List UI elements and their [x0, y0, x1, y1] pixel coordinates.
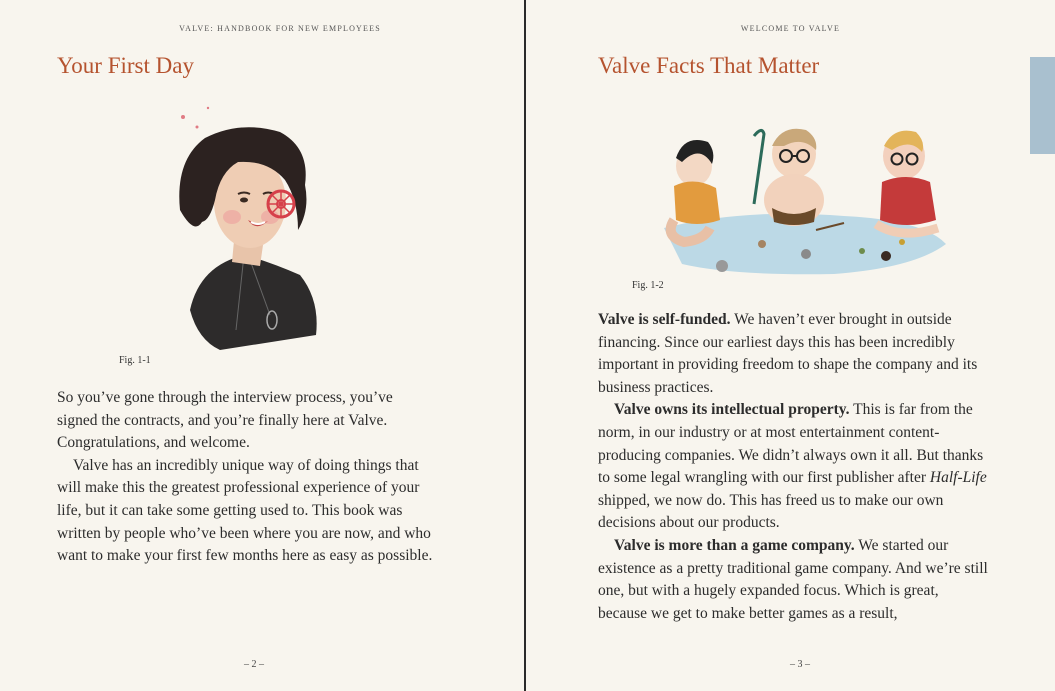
bold-lead: Valve is self-funded. — [598, 311, 731, 328]
paragraph — [598, 535, 990, 625]
figure-label: Fig. 1-1 — [119, 355, 151, 366]
running-head: VALVE: HANDBOOK FOR NEW EMPLOYEES — [179, 24, 381, 33]
bold-lead: Valve is more than a game company. — [614, 536, 855, 554]
paragraph-text: This is far from the norm, in our industry or at most entertainment content-producing companies. We didn’t always own it all. But thanks to some legal wrangling with our first publisher after — [598, 401, 984, 487]
body-text — [57, 387, 437, 568]
portrait-illustration — [160, 100, 330, 355]
paragraph: So you’ve gone through the interview process, you’ve signed the contracts, and you’re finally here at Valve. Congratulations, and welcome. — [57, 389, 393, 452]
paragraph: Valve has an incredibly unique way of doing things that will make this the greatest professional experience of your life, but it can take some getting used to. This book was written by people who’ve been where you are now, and who want to make your first few months here as easy as possible. — [57, 456, 433, 565]
page-title: Your First Day — [57, 53, 194, 78]
babies-illustration — [654, 116, 954, 286]
paragraph-text: We haven’t ever brought in outside financing. Since our earliest days this has been incredibly important in providing freedom to shape the company and its business practices. — [598, 311, 978, 396]
page-number: – 2 – — [244, 659, 264, 670]
paragraph — [598, 399, 990, 535]
italic-title: Half-Life — [929, 469, 987, 487]
paragraph-text: We started our existence as a pretty traditional game company. And we’re still one, but with a hugely expanded focus. Which is great, because we get to make better games as a result, — [598, 536, 988, 622]
page-number: – 3 – — [790, 659, 810, 670]
page-tab[interactable] — [1030, 57, 1055, 154]
figure-label: Fig. 1-2 — [632, 280, 664, 291]
bold-lead: Valve owns its intellectual property. — [614, 401, 850, 419]
running-head: WELCOME TO VALVE — [740, 24, 841, 33]
paragraph — [598, 309, 990, 399]
left-page — [0, 0, 524, 691]
page-title: Valve Facts That Matter — [598, 53, 820, 78]
paragraph-text: shipped, we now do. This has freed us to make our own decisions about our products. — [598, 491, 944, 532]
body-text — [598, 309, 990, 625]
right-page — [526, 0, 1055, 691]
